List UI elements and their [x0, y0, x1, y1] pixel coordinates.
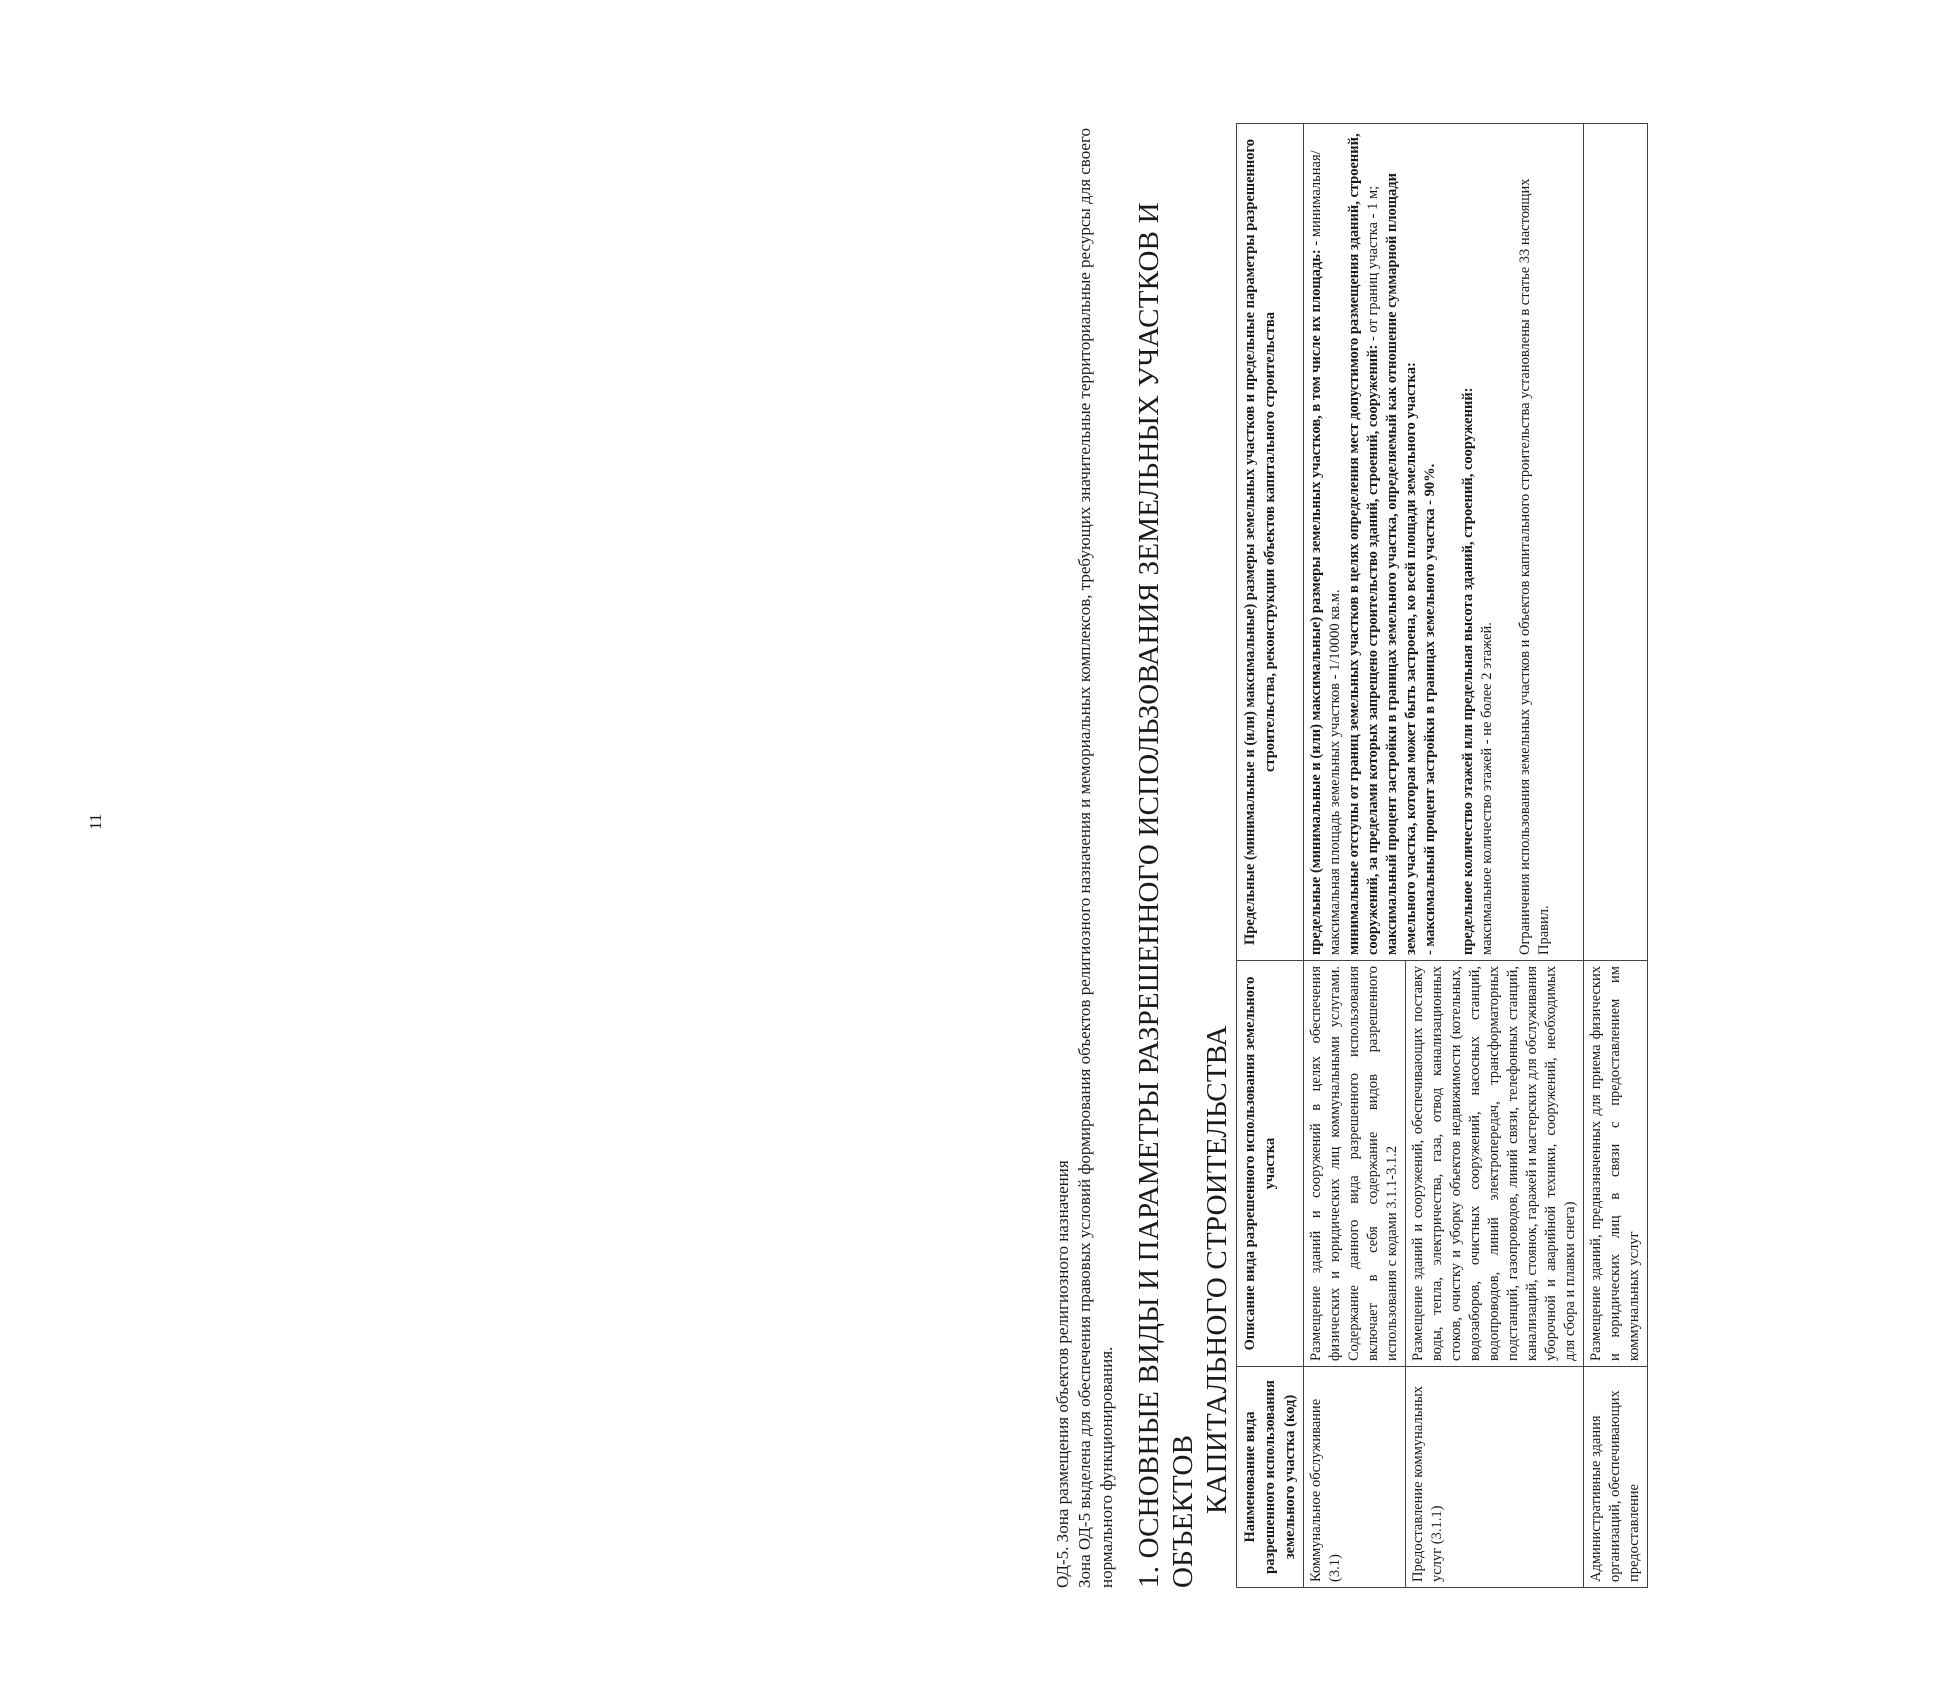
param-line: минимальные отступы от границ земельных участков в целях определения мест допустимого размещения зданий, строений, сооружений, за пределами которых запрещено строительство зданий, строений, сооружений: — [1346, 133, 1381, 955]
param-line: - от границ участка - 1 м; — [1365, 185, 1381, 342]
page-number: 11 — [86, 813, 105, 830]
param-line: максимальный процент застройки в границах земельного участка, определяемый как отношение суммарной площади земельного участка, которая может быть застроена, ко всей площади земельного участка: — [1384, 173, 1419, 955]
param-line: предельное количество этажей или предельная высота зданий, строений, сооружений: — [1460, 387, 1476, 955]
section-heading — [1132, 98, 1234, 1588]
row-1-description: Размещение зданий и сооружений в целях обеспечения физических и юридических лиц коммунальными услугами. Содержание данного вида разрешенного использования включает в себя содержание видов разрешенного использования с кодами 3.1.1-3.1.2 — [1304, 961, 1406, 1367]
param-line: предельные (минимальные и (или) максимальные) размеры земельных участков, в том числе их площадь: — [1308, 249, 1324, 955]
heading-line-1: 1. ОСНОВНЫЕ ВИДЫ И ПАРАМЕТРЫ РАЗРЕШЕННОГО ИСПОЛЬЗОВАНИЯ ЗЕМЕЛЬНЫХ УЧАСТКОВ И ОБЪЕКТОВ — [1133, 202, 1199, 1588]
row-2-name: Предоставление коммунальных услуг (3.1.1) — [1406, 1367, 1584, 1588]
table-row — [1304, 124, 1406, 1588]
row-2-description: Размещение зданий и сооружений, обеспечивающих поставку воды, тепла, электричества, газа, отвод канализационных стоков, очистку и уборку объектов недвижимости (котельных, водозаборов, очистных сооружений, насосных станций, водопроводов, линий электропередач, трансформаторных подстанций, газопроводов, линий связи, телефонных станций, канализаций, стоянок, гаражей и мастерских для обслуживания уборочной и аварийной техники, сооружений, необходимых для сбора и плавки снега) — [1406, 961, 1584, 1367]
zone-description: Зона ОД-5 выделена для обеспечения правовых условий формирования объектов религиозного назначения и мемориальных комплексов, требующих значительные территориальные ресурсы для своего нормального функционирования. — [1075, 127, 1116, 1588]
zone-intro — [1052, 98, 1118, 1588]
table-header-row — [1237, 124, 1304, 1588]
param-line: - максимальный процент застройки в границах земельного участка - 90%. — [1422, 463, 1438, 955]
header-col-3: Предельные (минимальные и (или) максимальные) размеры земельных участков и предельные параметры разрешенного строительства, реконструкции объектов капитального строительства — [1237, 124, 1304, 961]
param-line: максимальное количество этажей - не более 2 этажей. — [1479, 622, 1495, 955]
rotated-sheet — [1052, 98, 1952, 1588]
row-1-name: Коммунальное обслуживание (3.1) — [1304, 1367, 1406, 1588]
header-col-2: Описание вида разрешенного использования земельного участка — [1237, 961, 1304, 1367]
row-1-parameters — [1304, 124, 1584, 961]
row-3-description: Размещение зданий, предназначенных для приема физических и юридических лиц в связи с предоставлением им коммунальных услуг — [1584, 961, 1648, 1367]
row-3-parameters — [1584, 124, 1648, 961]
zone-title: ОД-5. Зона размещения объектов религиозного назначения — [1053, 1160, 1072, 1588]
header-col-1: Наименование вида разрешенного использования земельного участка (код) — [1237, 1367, 1304, 1588]
heading-line-2: КАПИТАЛЬНОГО СТРОИТЕЛЬСТВА — [1201, 1025, 1233, 1514]
row-3-name: Административные здания организаций, обеспечивающих предоставление — [1584, 1367, 1648, 1588]
permitted-use-table — [1236, 123, 1648, 1588]
param-line: - минимальная/максимальная площадь земельных участков - 1/10000 кв.м. — [1308, 150, 1343, 955]
table-row — [1584, 124, 1648, 1588]
param-line: Ограничения использования земельных участков и объектов капитального строительства установлены в статье 33 настоящих Правил. — [1517, 178, 1552, 955]
